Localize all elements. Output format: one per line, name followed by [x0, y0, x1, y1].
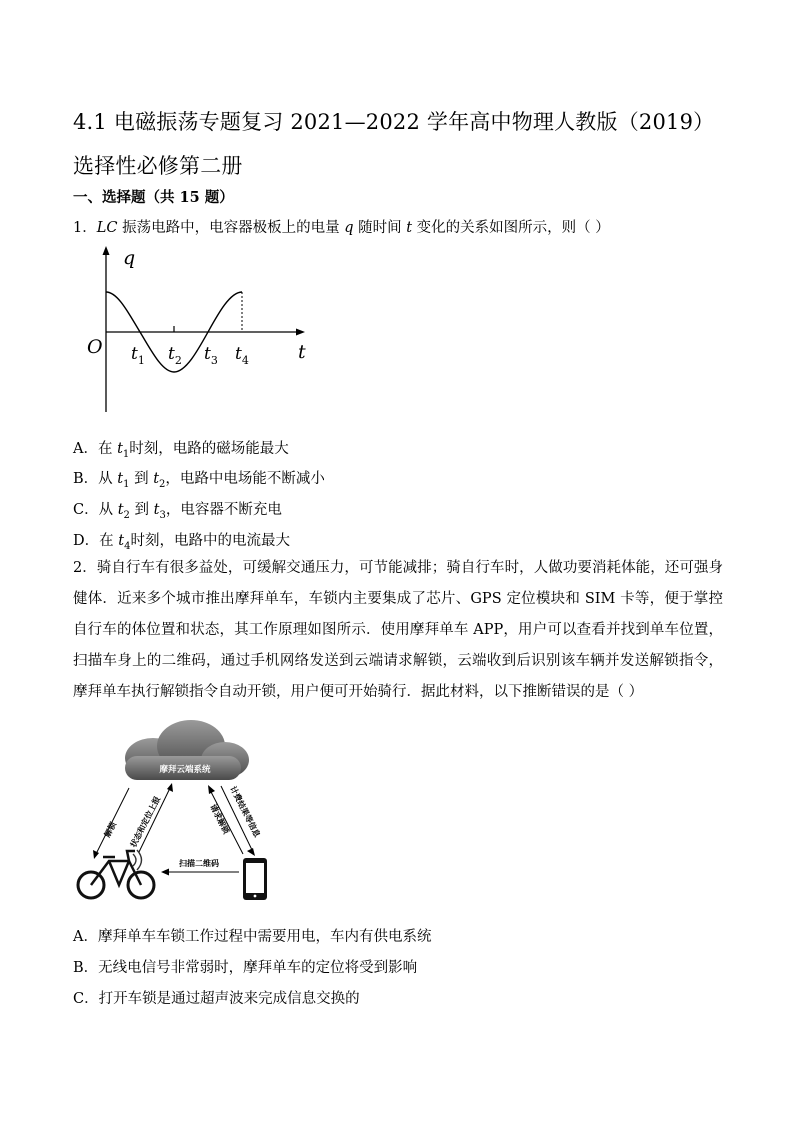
tick-label-t3: $t_3$ — [204, 344, 218, 367]
label-scan: 扫描二维码 — [179, 858, 219, 868]
label-billing-info: 计费结果等信息 — [228, 784, 263, 839]
label-request-unlock: 请求解锁 — [208, 802, 232, 836]
tick-label-t1: $t_1$ — [131, 344, 145, 367]
label-status-report: 状态和定位上报 — [127, 794, 163, 849]
q1-graph — [82, 242, 322, 420]
origin-label: O — [87, 336, 103, 358]
x-axis-arrow — [296, 329, 305, 336]
q2-option-b: B．无线电信号非常弱时，摩拜单车的定位将受到影响 — [73, 960, 418, 976]
x-axis-label: t — [298, 341, 306, 363]
question-2-stem: 2．骑自行车有很多益处，可缓解交通压力，可节能减排；骑自行车时，人做功要消耗体能，还可强身健体．近来多个城市推出摩拜单车，车锁内主要集成了芯片、GPS 定位模块和 SIM 卡等，便于掌控自行车的体位置和状态，其工作原理如图所示．使用摩拜单车 APP，用户可以查看并找到单车位置，扫描车身上的二维码，通过手机网络发送到云端请求解锁，云端收到后识别该车辆并发送解锁指令，摩拜单车执行解锁指令自动开锁，用户便可开始骑行．据此材料，以下推断错误的是（ ） — [73, 560, 723, 700]
q1-option-a: A．在 $t_1$时刻，电路的磁场能最大 — [73, 441, 289, 460]
q2-option-c: C．打开车锁是通过超声波来完成信息交换的 — [73, 991, 360, 1007]
q1-option-b: B．从 $t_1$ 到 $t_2$，电路中电场能不断减小 — [73, 471, 325, 490]
y-axis-arrow — [103, 246, 110, 255]
phone-icon — [243, 858, 267, 900]
cloud-label: 摩拜云端系统 — [159, 765, 211, 775]
tick-label-t4: $t_4$ — [235, 344, 249, 367]
section-heading: 一、选择题（共 15 题） — [73, 189, 234, 206]
bicycle-icon — [78, 851, 154, 898]
wifi-signal-icon — [133, 850, 142, 870]
y-axis-label: q — [123, 247, 136, 269]
label-unlock: 解锁 — [101, 820, 119, 839]
q1-option-d: D．在 $t_4$时刻，电路中的电流最大 — [73, 533, 290, 552]
question-1-stem: 1．LC 振荡电路中，电容器极板上的电量 q 随时间 t 变化的关系如图所示，则（ ） — [73, 220, 610, 236]
q1-option-c: C．从 $t_2$ 到 $t_3$，电容器不断充电 — [73, 502, 282, 521]
tick-label-t2: $t_2$ — [168, 344, 182, 367]
q2-diagram — [73, 718, 283, 908]
page-title: 4.1 电磁振荡专题复习 2021—2022 学年高中物理人教版（2019）选择性必修第二册 — [73, 110, 715, 178]
q2-option-a: A．摩拜单车车锁工作过程中需要用电，车内有供电系统 — [73, 929, 432, 945]
